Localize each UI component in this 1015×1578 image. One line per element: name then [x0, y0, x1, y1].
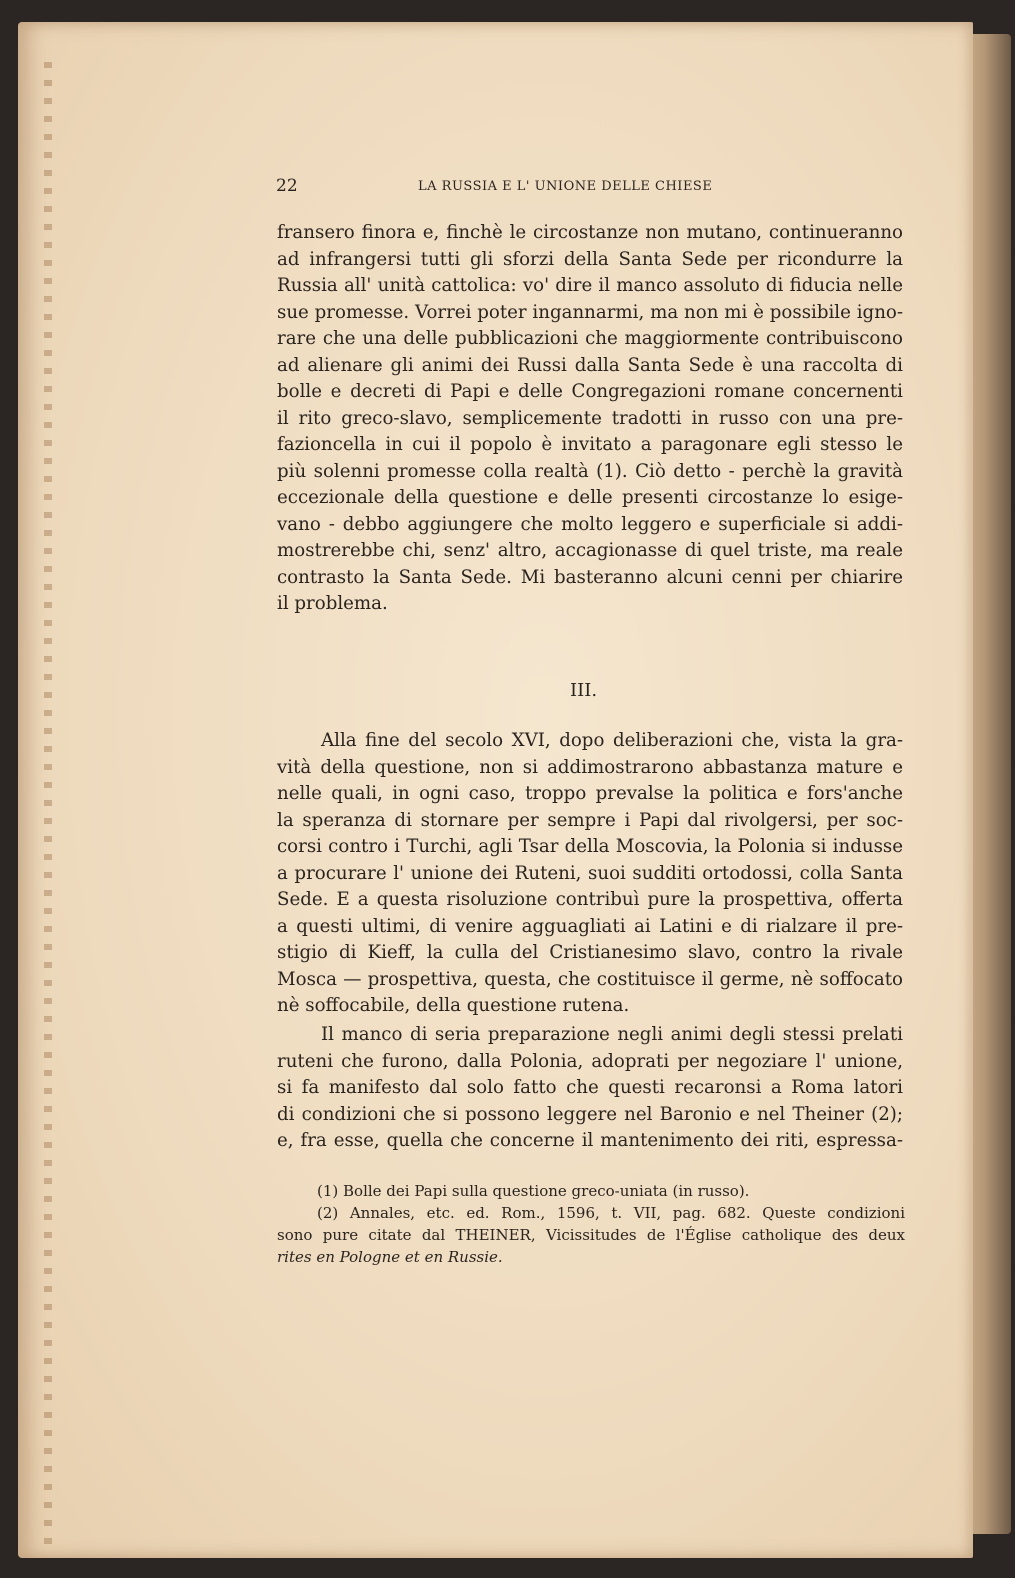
text-line: sue promesse. Vorrei poter ingannarmi, ma non mi è possibile igno-: [277, 301, 903, 323]
text-line: la speranza di stornare per sempre i Papi dal rivolgersi, per soc-: [277, 809, 903, 831]
text-line: stigio di Kieff, la culla del Cristianesimo slavo, contro la rivale: [277, 942, 903, 963]
text-line: mostrerebbe chi, senz' altro, accagionasse di quel triste, ma reale: [277, 540, 903, 561]
text-line: e, fra esse, quella che concerne il mantenimento dei riti, espressa-: [277, 1130, 903, 1151]
text-line: di condizioni che si possono leggere nel Baronio e nel Theiner (2);: [277, 1103, 903, 1125]
text-line: bolle e decreti di Papi e delle Congregazioni romane concernenti: [277, 381, 903, 402]
text-line: Alla fine del secolo XVI, dopo deliberazioni che, vista la gra-: [321, 730, 903, 751]
section-heading: III.: [570, 680, 598, 701]
text-line: il rito greco-slavo, semplicemente tradotti in russo con una pre-: [277, 407, 903, 429]
footnote-2-cont: sono pure citate dal THEINER, Vicissitudes de l'Église catholique des deux: [277, 1226, 905, 1244]
text-line: fransero finora e, finchè le circostanze non mutano, continueranno: [277, 222, 903, 243]
text-line: a procurare l' unione dei Ruteni, suoi sudditi ortodossi, colla Santa: [277, 862, 903, 884]
footnote-1: (1) Bolle dei Papi sulla questione greco-uniata (in russo).: [317, 1182, 750, 1200]
paragraph-2: [277, 728, 903, 1020]
text-line: fazioncella in cui il popolo è invitato a paragonare egli stesso le: [277, 434, 903, 455]
text-line: rare che una delle pubblicazioni che maggiormente contribuiscono: [277, 328, 903, 349]
text-line: Sede. E a questa risoluzione contribuì pure la prospettiva, offerta: [277, 889, 903, 910]
text-line: Russia all' unità cattolica: vo' dire il manco assoluto di fiducia nelle: [277, 275, 903, 296]
text-line: a questi ultimi, di venire agguagliati ai Latini e di rialzare il pre-: [277, 915, 903, 937]
page-header: [276, 176, 906, 200]
text-line: nè soffocabile, della questione rutena.: [277, 995, 630, 1016]
text-line: nelle quali, in ogni caso, troppo prevalse la politica e fors'anche: [277, 783, 903, 804]
text-line: ad alienare gli animi dei Russi dalla Santa Sede è una raccolta di: [277, 354, 903, 376]
text-line: ad infrangersi tutti gli sforzi della Santa Sede per ricondurre la: [277, 248, 903, 270]
binding-gutter: [44, 62, 52, 1552]
text-line: Il manco di seria preparazione negli animi degli stessi prelati: [321, 1024, 903, 1045]
text-line: Mosca — prospettiva, questa, che costituisce il germe, nè soffocato: [277, 968, 903, 990]
text-line: contrasto la Santa Sede. Mi basteranno alcuni cenni per chiarire: [277, 566, 903, 588]
text-line: si fa manifesto dal solo fatto che questi recaronsi a Roma latori: [277, 1077, 903, 1098]
footnotes: [277, 1180, 905, 1268]
text-line: il problema.: [277, 593, 388, 614]
footnote-2: (2) Annales, etc. ed. Rom., 1596, t. VII, pag. 682. Queste condizioni: [317, 1204, 905, 1222]
text-line: corsi contro i Turchi, agli Tsar della Moscovia, la Polonia si indusse: [277, 836, 903, 857]
paragraph-3: [277, 1022, 903, 1155]
running-title: LA RUSSIA E L' UNIONE DELLE CHIESE: [418, 179, 713, 194]
text-line: eccezionale della questione e delle presenti circostanze lo esige-: [277, 487, 903, 508]
paragraph-1: [277, 220, 903, 618]
text-line: ruteni che furono, dalla Polonia, adoprati per negoziare l' unione,: [277, 1050, 903, 1072]
text-line: vano - debbo aggiungere che molto leggero e superficiale si addi-: [277, 513, 903, 535]
text-line: vità della questione, non si addimostrarono abbastanza mature e: [277, 756, 903, 778]
footnote-2-end: rites en Pologne et en Russie.: [277, 1248, 503, 1266]
text-line: più solenni promesse colla realtà (1). Ciò detto - perchè la gravità: [277, 460, 903, 482]
page-number: 22: [276, 176, 298, 196]
